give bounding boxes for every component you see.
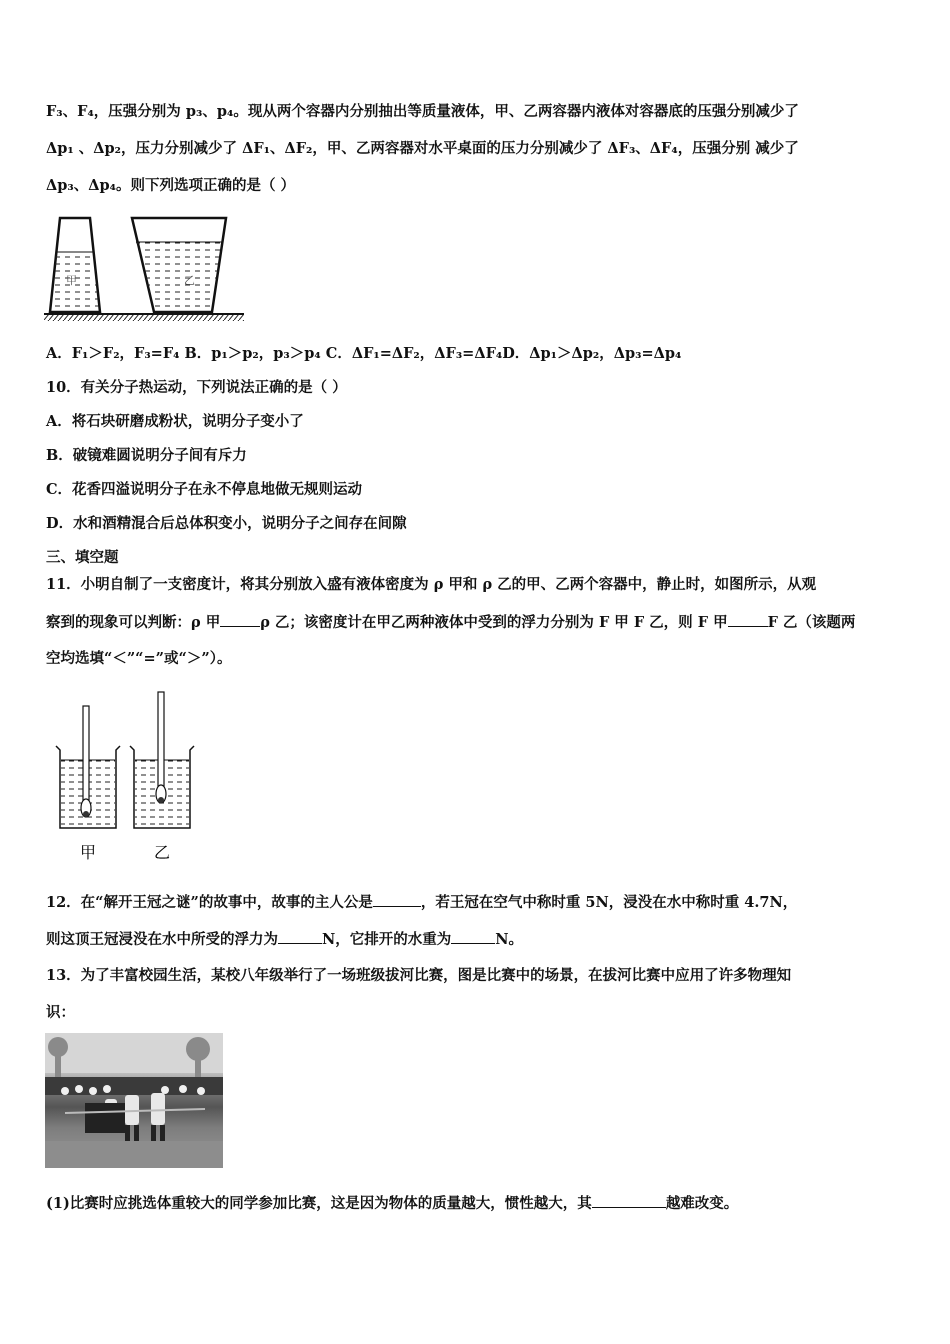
label-jia: 甲 [66,274,77,287]
q9-containers-figure [44,212,249,324]
q13-sub1 [46,1193,904,1214]
q10-stem: 10．有关分子热运动，下列说法正确的是（ ） [46,379,347,396]
q12-line2-part2: N，它排开的水重为 [322,931,452,948]
q11-hydrometer-figure [50,688,200,864]
q12-blank-2[interactable] [278,929,322,944]
q11-line2-part3: F 乙（该题两 [767,614,856,631]
q13-line2: 识： [46,1004,75,1021]
q12-line1-part1: 12．在“解开王冠之谜”的故事中，故事的主人公是 [46,894,373,911]
q12-line2 [46,929,904,950]
tug-of-war-photo [45,1033,223,1168]
q12-line1 [46,892,904,913]
q10-option-a: A．将石块研磨成粉状，说明分子变小了 [46,413,304,430]
q11-line2-part1: 察到的现象可以判断：ρ 甲 [46,614,221,631]
q9-options: A．F₁＞F₂，F₃=F₄ B．p₁＞p₂，p₃＞p₄ C．ΔF₁=ΔF₂，ΔF₃=ΔF₄D．Δp₁＞Δp₂，Δp₃=Δp₄ [46,345,682,362]
section-title: 三、填空题 [46,549,119,566]
q12-line1-part2: ，若王冠在空气中称时重 5N，浸没在水中称时重 4.7N， [420,894,798,911]
q11-line3: 空均选填“＜”“=”或“＞”）。 [46,650,232,667]
label-yi: 乙 [184,274,195,287]
q10-option-c: C．花香四溢说明分子在永不停息地做无规则运动 [46,481,363,498]
q12-blank-1[interactable] [373,892,421,907]
hydrometer-yi [158,692,164,788]
tug-of-war-scene [45,1033,223,1168]
q12-line2-part1: 则这顶王冠浸没在水中所受的浮力为 [46,931,278,948]
q13-sub1-part2: 越难改变。 [665,1195,739,1212]
q13-blank-1[interactable] [592,1193,666,1208]
liquid-yi [136,242,222,310]
hydrometer-label-yi: 乙 [154,843,171,862]
q13-line1: 13．为了丰富校园生活，某校八年级举行了一场班级拔河比赛，图是比赛中的场景，在拔河比赛中应用了许多物理知 [46,967,792,984]
q11-blank-1[interactable] [220,612,260,627]
q11-blank-2[interactable] [728,612,768,627]
q9-line3: Δp₃、Δp₄。则下列选项正确的是（ ） [46,177,296,194]
q13-sub1-part1: (1)比赛时应挑选体重较大的同学参加比赛，这是因为物体的质量越大，惯性越大，其 [46,1195,592,1212]
q12-blank-3[interactable] [451,929,495,944]
q12-line2-part3: N。 [495,931,524,948]
hydrometer-jia [83,706,89,802]
q10-option-b: B．破镜难圆说明分子间有斥力 [46,447,247,464]
q11-line2 [46,612,904,633]
q9-line1: F₃、F₄，压强分别为 p₃、p₄。现从两个容器内分别抽出等质量液体，甲、乙两容器内液体对容器底的压强分别减少了 [46,103,799,120]
q11-line1: 11．小明自制了一支密度计，将其分别放入盛有液体密度为 ρ 甲和 ρ 乙的甲、乙两个容器中，静止时，如图所示，从观 [46,576,817,593]
q9-line2: Δp₁ 、Δp₂，压力分别减少了 ΔF₁、ΔF₂，甲、乙两容器对水平桌面的压力分别减少了 ΔF₃、ΔF₄，压强分别 减少了 [46,140,799,157]
hydrometer-label-jia: 甲 [80,843,97,862]
q11-line2-part2: ρ 乙；该密度计在甲乙两种液体中受到的浮力分别为 F 甲 F 乙，则 F 甲 [260,614,728,631]
q10-option-d: D．水和酒精混合后总体积变小，说明分子之间存在间隙 [46,515,407,532]
